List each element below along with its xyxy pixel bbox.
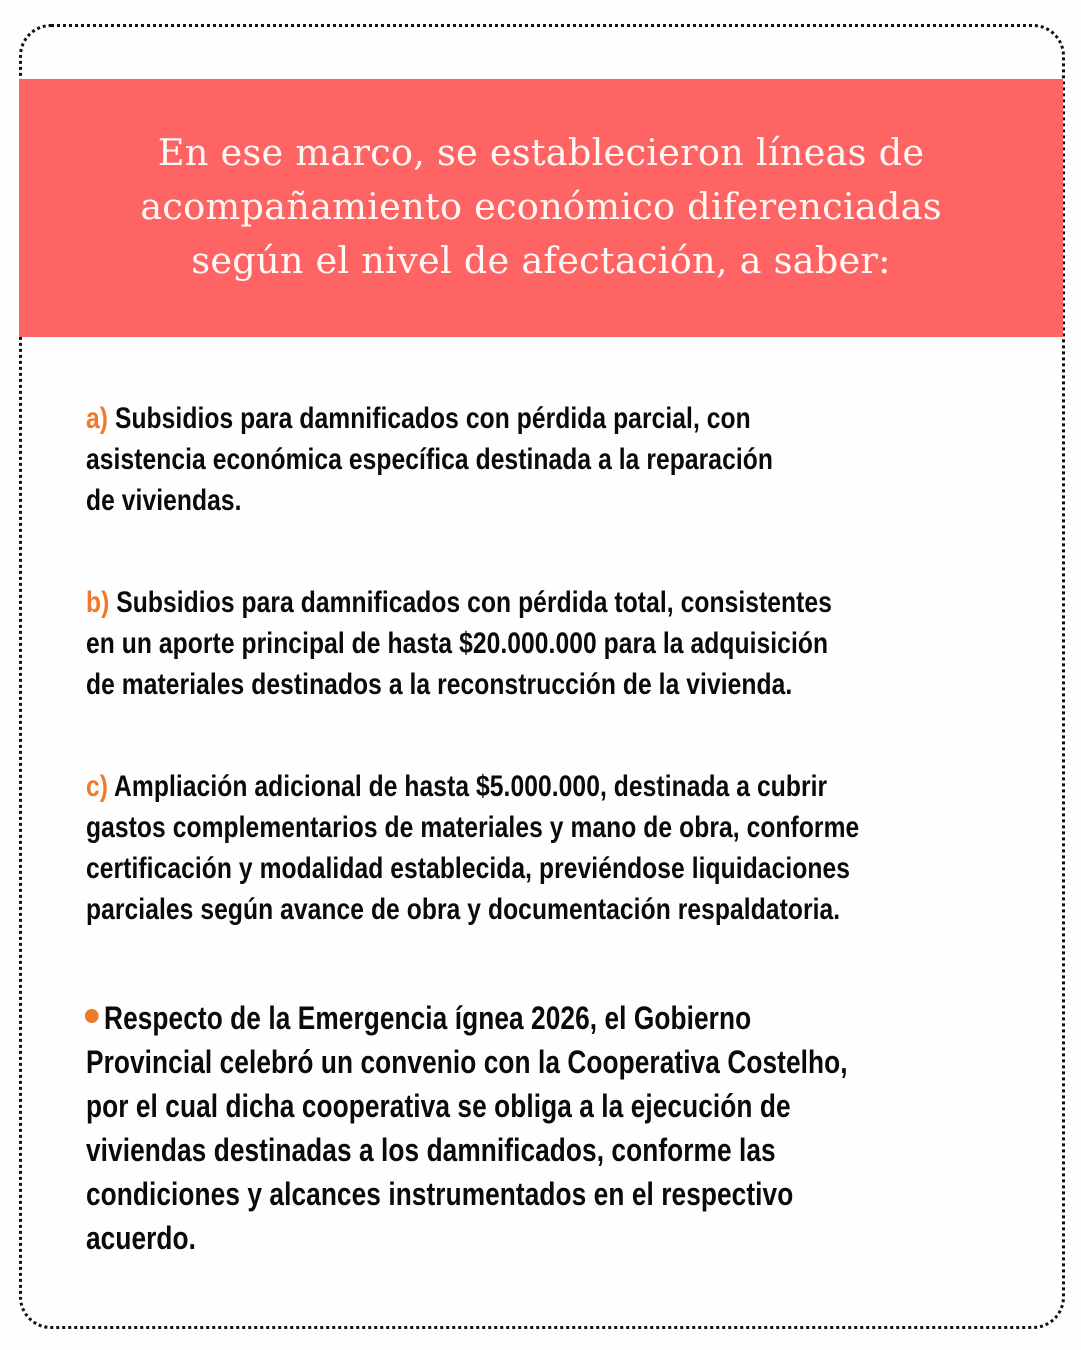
item-text: Subsidios para damnificados con pérdida total, consistentes — [109, 586, 832, 619]
list-item-a — [86, 398, 1045, 521]
item-line: parciales según avance de obra y documentación respaldatoria. — [86, 893, 841, 926]
item-line: de viviendas. — [86, 484, 242, 517]
item-line — [86, 398, 1045, 439]
note-text: Respecto de la Emergencia ígnea 2026, el Gobierno — [104, 1000, 752, 1036]
item-marker: c) — [86, 770, 109, 803]
item-line — [86, 582, 1045, 623]
item-marker: b) — [86, 586, 110, 619]
item-line: certificación y modalidad establecida, previéndose liquidaciones — [86, 852, 850, 885]
note-line: acuerdo. — [86, 1220, 197, 1256]
note-line — [86, 996, 1045, 1040]
note-line: condiciones y alcances instrumentados en el respectivo — [86, 1176, 794, 1212]
bullet-dot-icon — [85, 1009, 99, 1023]
list-item-b — [86, 582, 1045, 705]
item-line: gastos complementarios de materiales y mano de obra, conforme — [86, 811, 860, 844]
banner-line: acompañamiento económico diferenciadas — [140, 187, 942, 228]
item-line: de materiales destinados a la reconstrucción de la vivienda. — [86, 668, 793, 701]
banner-line: En ese marco, se establecieron líneas de — [157, 133, 925, 174]
note-paragraph — [86, 996, 1045, 1260]
list-item-c — [86, 766, 1045, 930]
item-marker: a) — [86, 402, 109, 435]
item-text: Subsidios para damnificados con pérdida parcial, con — [108, 402, 751, 435]
item-line: en un aporte principal de hasta $20.000.000 para la adquisición — [86, 627, 829, 660]
banner-title — [62, 127, 1021, 289]
item-line — [86, 766, 1045, 807]
item-line: asistencia económica específica destinada a la reparación — [86, 443, 773, 476]
note-line: por el cual dicha cooperativa se obliga a la ejecución de — [86, 1088, 791, 1124]
banner-line: según el nivel de afectación, a saber: — [191, 241, 891, 282]
item-text: Ampliación adicional de hasta $5.000.000, destinada a cubrir — [108, 770, 828, 803]
note-line: Provincial celebró un convenio con la Cooperativa Costelho, — [86, 1044, 848, 1080]
note-line: viviendas destinadas a los damnificados, conforme las — [86, 1132, 776, 1168]
header-banner — [19, 79, 1063, 337]
